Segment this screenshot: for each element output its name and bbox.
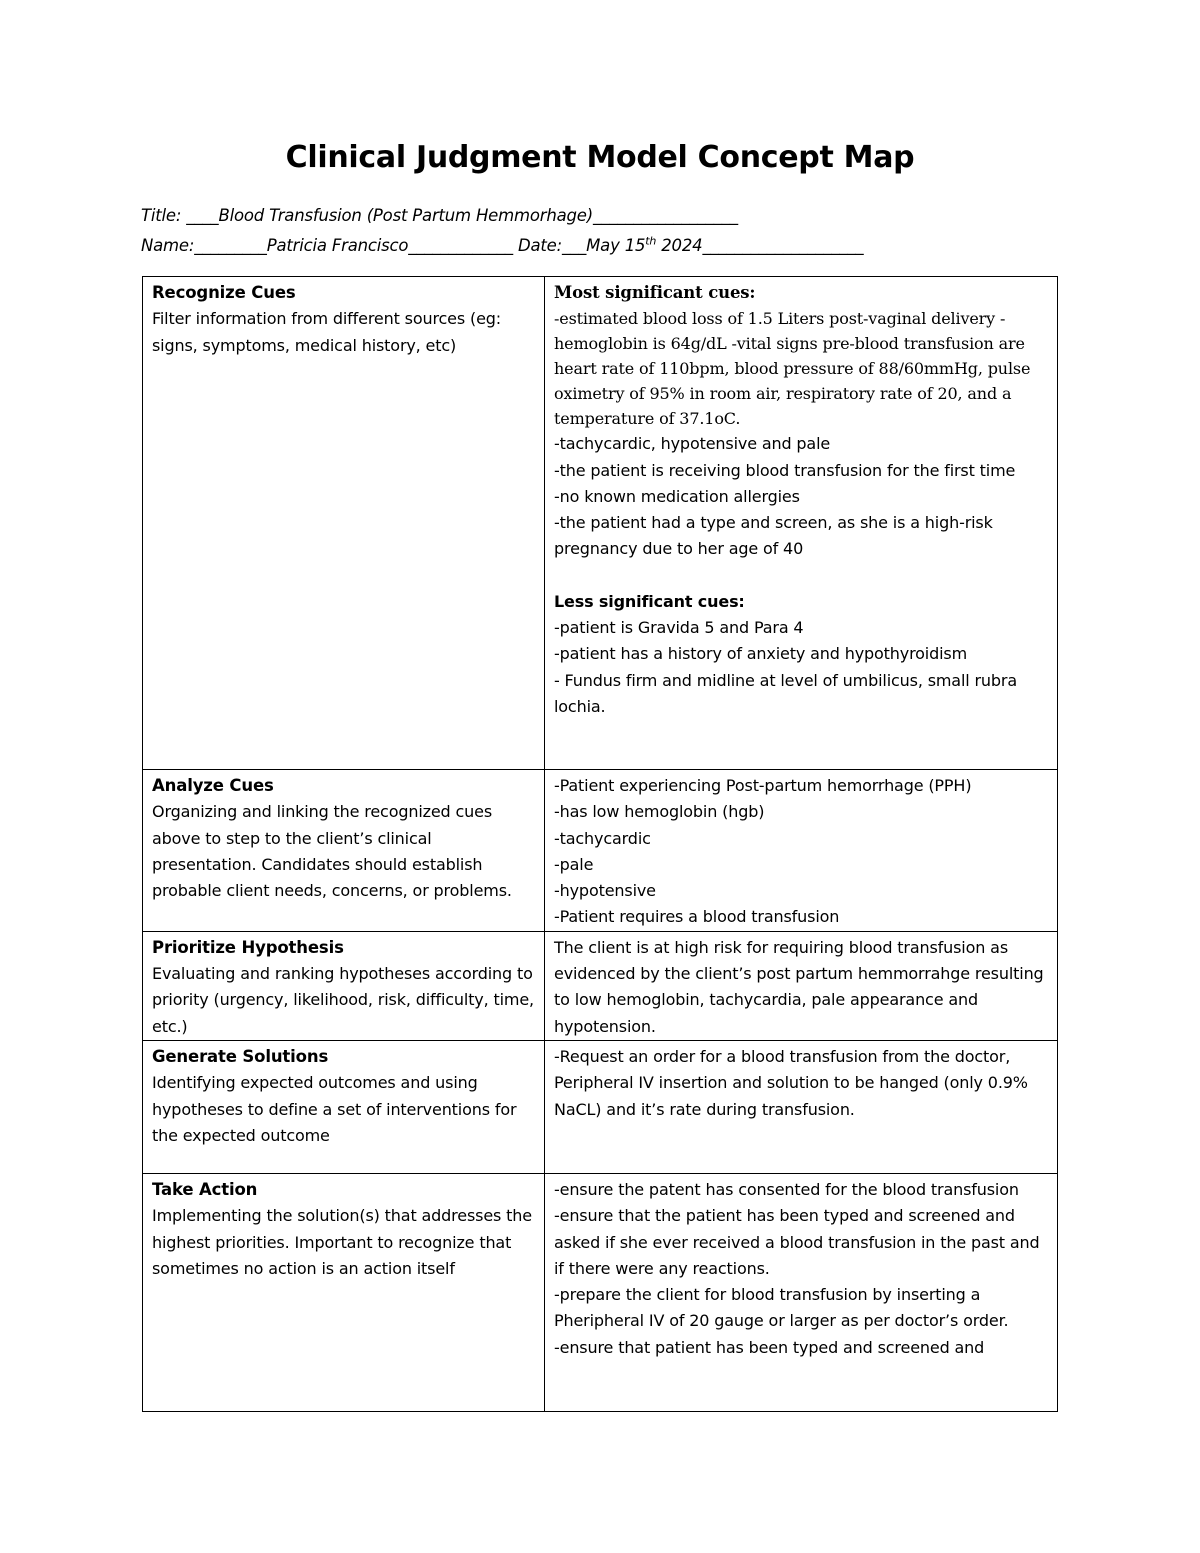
analyze-item: -pale <box>554 854 594 874</box>
analyze-item: -has low hemoglobin (hgb) <box>554 802 765 822</box>
row-generate-solutions <box>143 1040 1058 1173</box>
less-significant-title: Less significant cues: <box>554 591 745 611</box>
recognize-cues-content <box>545 277 1058 770</box>
generate-solutions-title: Generate Solutions <box>152 1046 329 1066</box>
title-line <box>141 206 738 225</box>
most-significant-serif-text: -estimated blood loss of 1.5 Liters post-vaginal delivery -hemoglobin is 64g/dL -vital signs pre-blood transfusion are heart rate of 110bpm, blood pressure of 88/60mmHg, pulse oximetry of 95% in room air, respiratory rate of 20, and a temperature of 37.1oC. <box>554 309 1031 429</box>
date-underscore-pre: ___ <box>561 236 587 255</box>
row-take-action <box>143 1173 1058 1411</box>
title-underscore-post: __________________ <box>593 206 738 225</box>
prioritize-hypothesis-description: Evaluating and ranking hypotheses according to priority (urgency, likelihood, risk, difficulty, time, etc.) <box>152 964 534 1036</box>
most-significant-item: -the patient is receiving blood transfusion for the first time <box>554 460 1016 480</box>
name-label: Name: <box>141 236 195 255</box>
take-action-content <box>545 1173 1058 1411</box>
concept-map-table <box>142 276 1058 1412</box>
row-prioritize-hypothesis <box>143 931 1058 1040</box>
generate-text: -Request an order for a blood transfusion from the doctor, Peripheral IV insertion and solution to be hanged (only 0.9% NaCL) and it’s rate during transfusion. <box>554 1046 1028 1119</box>
title-value: Blood Transfusion (Post Partum Hemmorhage) <box>218 206 593 225</box>
section-spacer <box>554 563 1048 589</box>
analyze-item: -tachycardic <box>554 828 651 848</box>
action-item: -ensure that the patient has been typed and screened and asked if she ever received a blood transfusion in the past and if there were any reactions. <box>554 1206 1040 1278</box>
date-underscore-post: ____________________ <box>702 236 864 255</box>
action-item: -prepare the client for blood transfusion by inserting a Pheripheral IV of 20 gauge or larger as per doctor’s order. <box>554 1285 1009 1331</box>
take-action-description: Implementing the solution(s) that addresses the highest priorities. Important to recognize that sometimes no action is an action itself <box>152 1206 532 1278</box>
analyze-item: -Patient experiencing Post-partum hemorrhage (PPH) <box>554 776 972 795</box>
title-underscore-pre: ____ <box>186 206 219 225</box>
date-label: Date: <box>517 236 562 255</box>
analyze-cues-step <box>143 770 545 932</box>
analyze-item: -Patient requires a blood transfusion <box>554 907 840 927</box>
prioritize-text: The client is at high risk for requiring blood transfusion as evidenced by the client’s post partum hemmorrahge resulting to low hemoglobin, tachycardia, pale appearance and hypotension. <box>554 937 1044 1036</box>
generate-solutions-content <box>545 1040 1058 1173</box>
less-significant-item: -patient is Gravida 5 and Para 4 <box>554 618 804 638</box>
prioritize-hypothesis-step <box>143 931 545 1040</box>
date-year: 2024 <box>656 236 703 255</box>
most-significant-item: -the patient had a type and screen, as she is a high-risk pregnancy due to her age of 40 <box>554 513 993 559</box>
less-significant-item: - Fundus firm and midline at level of umbilicus, small rubra lochia. <box>554 670 1018 716</box>
most-significant-title: Most significant cues: <box>554 283 756 302</box>
row-recognize-cues <box>143 277 1058 770</box>
less-significant-item: -patient has a history of anxiety and hypothyroidism <box>554 644 968 664</box>
take-action-step <box>143 1173 545 1411</box>
page-title: Clinical Judgment Model Concept Map <box>285 140 915 175</box>
action-item: -ensure that patient has been typed and screened and <box>554 1337 985 1357</box>
name-underscore-post: _____________ <box>408 236 513 255</box>
action-item: -ensure the patent has consented for the blood transfusion <box>554 1179 1019 1199</box>
name-underscore-pre: _________ <box>194 236 267 255</box>
analyze-cues-description: Organizing and linking the recognized cues above to step to the client’s clinical presentation. Candidates should establish probable client needs, concerns, or problems. <box>152 802 512 901</box>
title-label: Title: <box>141 206 182 225</box>
prioritize-hypothesis-title: Prioritize Hypothesis <box>152 937 344 957</box>
date-superscript: th <box>645 234 657 248</box>
analyze-cues-content <box>545 770 1058 932</box>
row-analyze-cues <box>143 770 1058 932</box>
name-date-line <box>141 236 863 255</box>
date-value: May 15 <box>586 236 646 255</box>
generate-solutions-description: Identifying expected outcomes and using hypotheses to define a set of interventions for the expected outcome <box>152 1073 517 1145</box>
most-significant-item: -tachycardic, hypotensive and pale <box>554 434 831 454</box>
recognize-cues-step <box>143 277 545 770</box>
analyze-item: -hypotensive <box>554 881 656 901</box>
analyze-cues-title: Analyze Cues <box>152 776 274 795</box>
most-significant-item: -no known medication allergies <box>554 486 800 506</box>
take-action-title: Take Action <box>152 1179 258 1199</box>
recognize-cues-title: Recognize Cues <box>152 283 296 302</box>
name-value: Patricia Francisco <box>266 236 409 255</box>
recognize-cues-description: Filter information from different sources (eg: signs, symptoms, medical history, etc) <box>152 309 502 355</box>
generate-solutions-step <box>143 1040 545 1173</box>
prioritize-hypothesis-content <box>545 931 1058 1040</box>
